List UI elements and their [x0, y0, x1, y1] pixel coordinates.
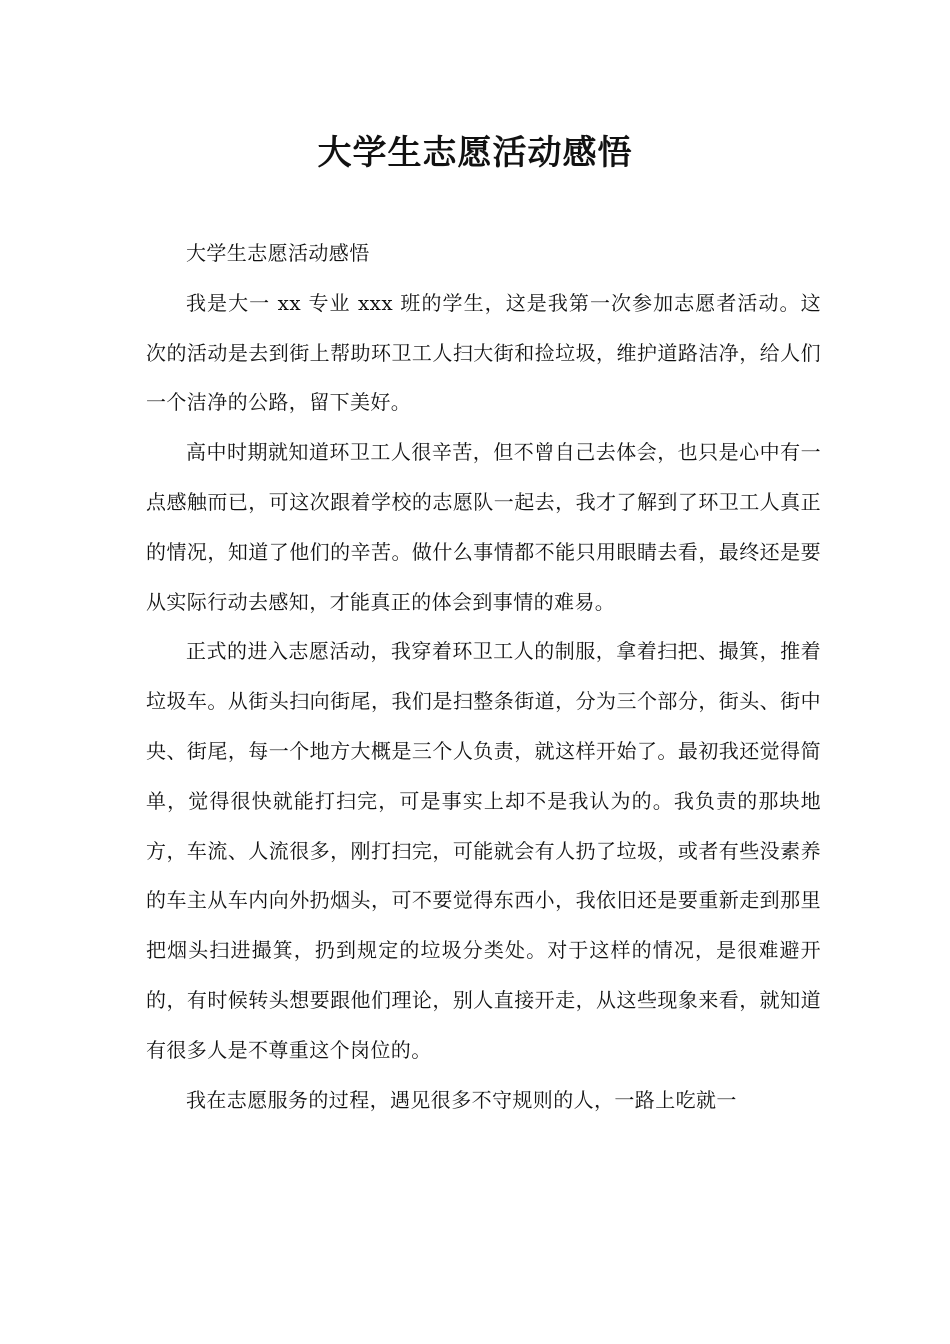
document-title: 大学生志愿活动感悟: [317, 133, 633, 173]
paragraph-1: 我是大一 xx 专业 xxx 班的学生，这是我第一次参加志愿者活动。这次的活动是去到街上帮助环卫工人扫大街和捡垃圾，维护道路洁净，给人们一个洁净的公路，留下美好。: [146, 290, 821, 415]
paragraph-3: 正式的进入志愿活动，我穿着环卫工人的制服，拿着扫把、撮箕，推着垃圾车。从街头扫向街尾，我们是扫整条街道，分为三个部分，街头、街中央、街尾，每一个地方大概是三个人负责，就这样开始了。最初我还觉得简单，觉得很快就能打扫完，可是事实上却不是我认为的。我负责的那块地方，车流、人流很多，刚打扫完，可能就会有人扔了垃圾，或者有些没素养的车主从车内向外扔烟头，可不要觉得东西小，我依旧还是要重新走到那里把烟头扫进撮箕，扔到规定的垃圾分类处。对于这样的情况，是很难避开的，有时候转头想要跟他们理论，别人直接开走，从这些现象来看，就知道有很多人是不尊重这个岗位的。: [146, 639, 821, 1062]
document-body: [146, 229, 821, 1125]
document-subtitle: 大学生志愿活动感悟: [186, 241, 370, 265]
paragraph-2: 高中时期就知道环卫工人很辛苦，但不曾自己去体会，也只是心中有一点感触而已，可这次跟着学校的志愿队一起去，我才了解到了环卫工人真正的情况，知道了他们的辛苦。做什么事情都不能只用眼睛去看，最终还是要从实际行动去感知，才能真正的体会到事情的难易。: [146, 440, 821, 614]
paragraph-4: 我在志愿服务的过程，遇见很多不守规则的人，一路上吃就一: [186, 1087, 737, 1112]
